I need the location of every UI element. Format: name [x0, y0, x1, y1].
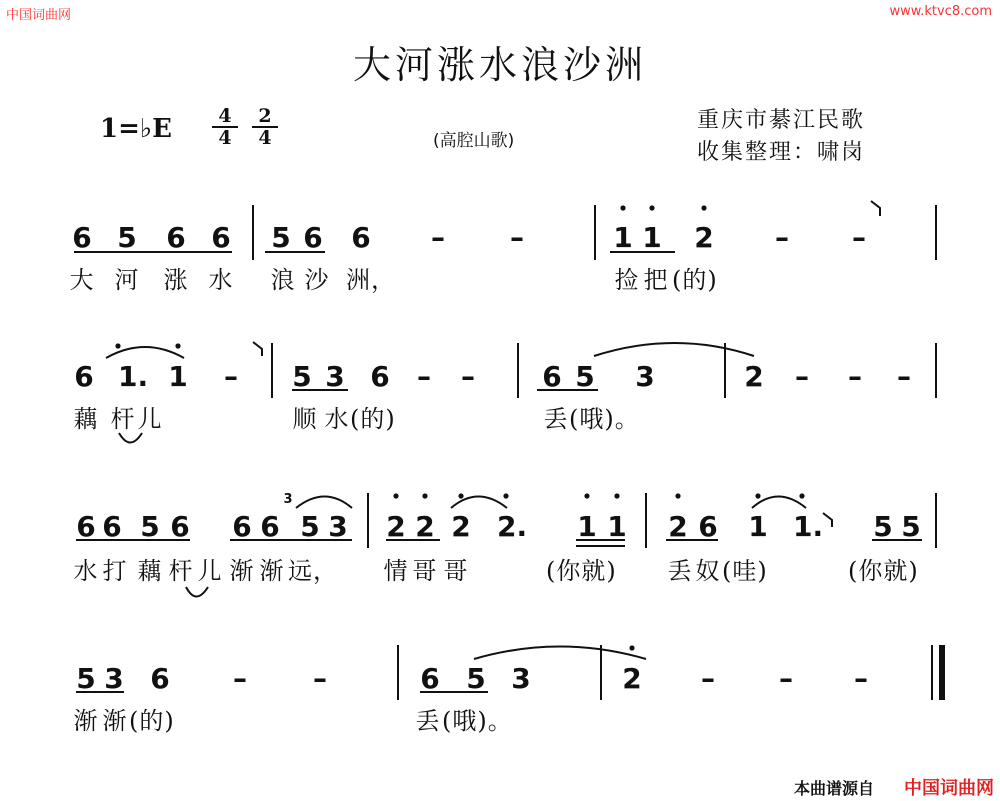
note: 2	[386, 510, 406, 543]
lyric-slur	[119, 433, 142, 443]
lyric: 杆	[168, 557, 194, 585]
lyric: 哥	[412, 557, 438, 585]
dash: –	[431, 221, 445, 254]
breath-mark	[823, 513, 832, 527]
lyric: 顺	[292, 405, 318, 433]
lyric: 情	[383, 557, 409, 585]
octave-dot	[458, 493, 463, 498]
lyric: 藕	[137, 557, 163, 585]
lyric: 浪	[270, 266, 296, 294]
note: 2	[744, 360, 764, 393]
octave-dot	[620, 205, 625, 210]
lyric: 哥	[443, 557, 469, 585]
lyric: 水	[73, 557, 99, 585]
dash: –	[854, 662, 868, 695]
octave-dot	[675, 493, 680, 498]
dash: –	[233, 662, 247, 695]
note: 2	[694, 221, 714, 254]
dash: –	[461, 360, 475, 393]
note: 1.	[118, 360, 149, 393]
lyric: 丢	[415, 707, 441, 735]
note: 6	[150, 662, 170, 695]
note: 1	[748, 510, 768, 543]
octave-dot	[649, 205, 654, 210]
dash: –	[779, 662, 793, 695]
note: 6	[102, 510, 122, 543]
note: 1	[642, 221, 662, 254]
octave-dot	[614, 493, 619, 498]
note: 5	[575, 360, 595, 393]
dash: –	[224, 360, 238, 393]
time-signature-4-4: $\frac{4}{4}$	[212, 106, 238, 148]
dash: –	[795, 360, 809, 393]
note: 5	[117, 221, 137, 254]
note: 6	[211, 221, 231, 254]
note: 1	[607, 510, 627, 543]
song-source: 重庆市綦江民歌	[697, 108, 866, 133]
note: 3	[328, 510, 348, 543]
note: 5	[300, 510, 320, 543]
note: 5	[901, 510, 921, 543]
lyric: 渐	[259, 557, 285, 585]
slur	[474, 647, 646, 660]
octave-dot	[503, 493, 508, 498]
note: 6	[698, 510, 718, 543]
lyric: 捡	[614, 266, 640, 294]
dash: –	[775, 221, 789, 254]
lyric: (你就)	[848, 557, 919, 585]
dash: –	[848, 360, 862, 393]
lyric: 儿	[197, 557, 223, 585]
lyric: (的)	[129, 707, 175, 735]
note: 6	[370, 360, 390, 393]
note: 2	[451, 510, 471, 543]
lyric: (的)	[350, 405, 396, 433]
dash: –	[510, 221, 524, 254]
note: 3	[325, 360, 345, 393]
note: 6	[303, 221, 323, 254]
octave-dot	[701, 205, 706, 210]
note: 6	[542, 360, 562, 393]
lyric: 洲，	[346, 266, 396, 294]
note: 6	[232, 510, 252, 543]
note: 6	[351, 221, 371, 254]
song-title: 大河涨水浪沙洲	[352, 43, 647, 87]
breath-mark	[871, 201, 880, 216]
key-signature: 1=♭E	[100, 114, 172, 144]
lyric: (哇)	[722, 557, 768, 585]
note: 5	[140, 510, 160, 543]
song-collector: 收集整理：啸岗	[697, 140, 866, 165]
lyric: 沙	[304, 266, 330, 294]
lyric: (你就)	[546, 557, 617, 585]
footer-source-label: 本曲谱源自	[794, 779, 875, 798]
octave-dot	[175, 343, 180, 348]
note: 6	[72, 221, 92, 254]
footer-site-link[interactable]: 中国词曲网	[904, 778, 994, 799]
lyric: (哦)。	[569, 405, 640, 433]
lyric: (哦)。	[442, 707, 513, 735]
note: 2	[622, 662, 642, 695]
slur	[451, 497, 507, 509]
lyric: (的)	[672, 266, 718, 294]
dash: –	[417, 360, 431, 393]
lyric: 奴	[695, 557, 721, 585]
slur	[752, 497, 806, 509]
note: 1	[168, 360, 188, 393]
octave-dot	[629, 645, 634, 650]
lyric: 涨	[163, 266, 189, 294]
lyric: 渐	[73, 707, 99, 735]
note: 2	[415, 510, 435, 543]
breath-mark	[253, 342, 262, 356]
note: 6	[260, 510, 280, 543]
lyric: 远，	[288, 557, 338, 585]
watermark-right: www.ktvc8.com	[889, 4, 992, 19]
dash: –	[701, 662, 715, 695]
note: 3	[635, 360, 655, 393]
slur	[296, 497, 352, 509]
lyric: 杆	[110, 405, 136, 433]
grace-note: 3	[283, 492, 293, 507]
lyric: 渐	[229, 557, 255, 585]
octave-dot	[393, 493, 398, 498]
lyric: 大	[69, 266, 95, 294]
note: 3	[511, 662, 531, 695]
octave-dot	[584, 493, 589, 498]
note: 5	[873, 510, 893, 543]
note: 1.	[793, 510, 824, 543]
lyric-slur	[186, 587, 208, 597]
note: 5	[292, 360, 312, 393]
note: 1	[577, 510, 597, 543]
lyric: 儿	[137, 405, 163, 433]
note: 5	[466, 662, 486, 695]
lyric: 把	[643, 266, 669, 294]
octave-dot	[799, 493, 804, 498]
note: 1	[613, 221, 633, 254]
octave-dot	[422, 493, 427, 498]
lyric: 打	[102, 557, 128, 585]
lyric: 水	[324, 405, 350, 433]
note: 5	[271, 221, 291, 254]
note: 2	[668, 510, 688, 543]
genre-label: (高腔山歌)	[433, 131, 515, 151]
dash: –	[897, 360, 911, 393]
lyric: 水	[208, 266, 234, 294]
lyric: 河	[114, 266, 140, 294]
watermark-left: 中国词曲网	[6, 8, 72, 23]
slur	[594, 343, 754, 356]
note: 6	[166, 221, 186, 254]
octave-dot	[115, 343, 120, 348]
dash: –	[852, 221, 866, 254]
note: 5	[76, 662, 96, 695]
lyric: 渐	[102, 707, 128, 735]
note: 6	[74, 360, 94, 393]
note: 6	[76, 510, 96, 543]
octave-dot	[755, 493, 760, 498]
time-signature-2-4: $\frac{2}{4}$	[252, 106, 278, 148]
note: 3	[104, 662, 124, 695]
lyric: 藕	[73, 405, 99, 433]
slur	[106, 347, 184, 358]
lyric: 丢	[543, 405, 569, 433]
note: 2.	[497, 510, 528, 543]
dash: –	[313, 662, 327, 695]
lyric: 丢	[667, 557, 693, 585]
note: 6	[170, 510, 190, 543]
note: 6	[420, 662, 440, 695]
